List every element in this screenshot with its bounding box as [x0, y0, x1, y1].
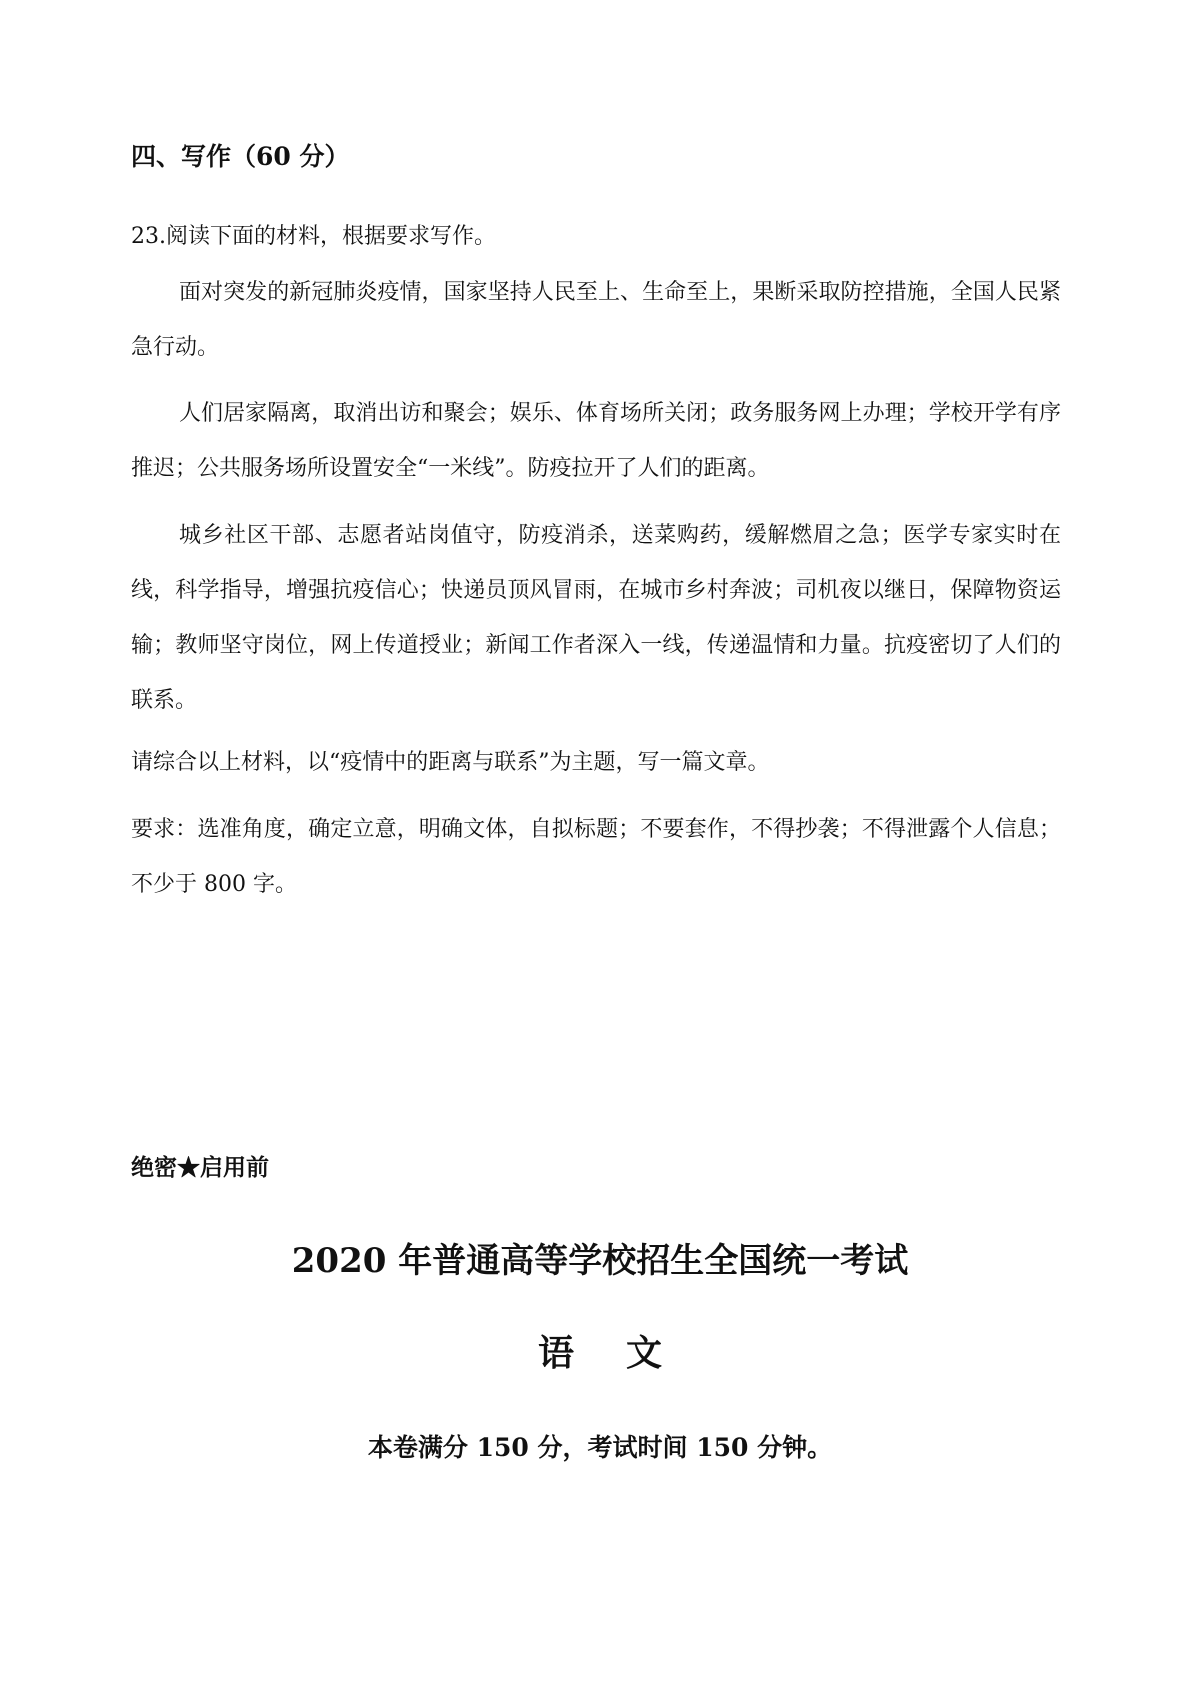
section-heading: 四、写作（60 分）	[131, 142, 350, 171]
material-paragraph-3: 城乡社区干部、志愿者站岗值守，防疫消杀，送菜购药，缓解燃眉之急；医学专家实时在线，科学指导，增强抗疫信心；快递员顶风冒雨，在城市乡村奔波；司机夜以继日，保障物资运输；教师坚守岗位，网上传道授业；新闻工作者深入一线，传递温情和力量。抗疫密切了人们的联系。	[131, 523, 1061, 713]
material-paragraph-2: 人们居家隔离，取消出访和聚会；娱乐、体育场所关闭；政务服务网上办理；学校开学有序推迟；公共服务场所设置安全“一米线”。防疫拉开了人们的距离。	[131, 401, 1061, 481]
writing-requirements: 要求：选准角度，确定立意，明确文体，自拟标题；不要套作，不得抄袭；不得泄露个人信息；不少于 800 字。	[131, 817, 1061, 897]
material-paragraph-1: 面对突发的新冠肺炎疫情，国家坚持人民至上、生命至上，果断采取防控措施，全国人民紧急行动。	[131, 280, 1061, 360]
subject-char-1: 语	[537, 1332, 574, 1374]
writing-prompt: 请综合以上材料，以“疫情中的距离与联系”为主题，写一篇文章。	[131, 750, 770, 775]
confidential-label: 绝密★启用前	[131, 1154, 269, 1181]
subject-title	[0, 1330, 1200, 1376]
question-intro: 23.阅读下面的材料，根据要求写作。	[131, 224, 496, 249]
exam-title: 2020 年普通高等学校招生全国统一考试	[291, 1241, 909, 1281]
subject-char-2: 文	[626, 1332, 663, 1374]
exam-info: 本卷满分 150 分，考试时间 150 分钟。	[367, 1433, 833, 1462]
